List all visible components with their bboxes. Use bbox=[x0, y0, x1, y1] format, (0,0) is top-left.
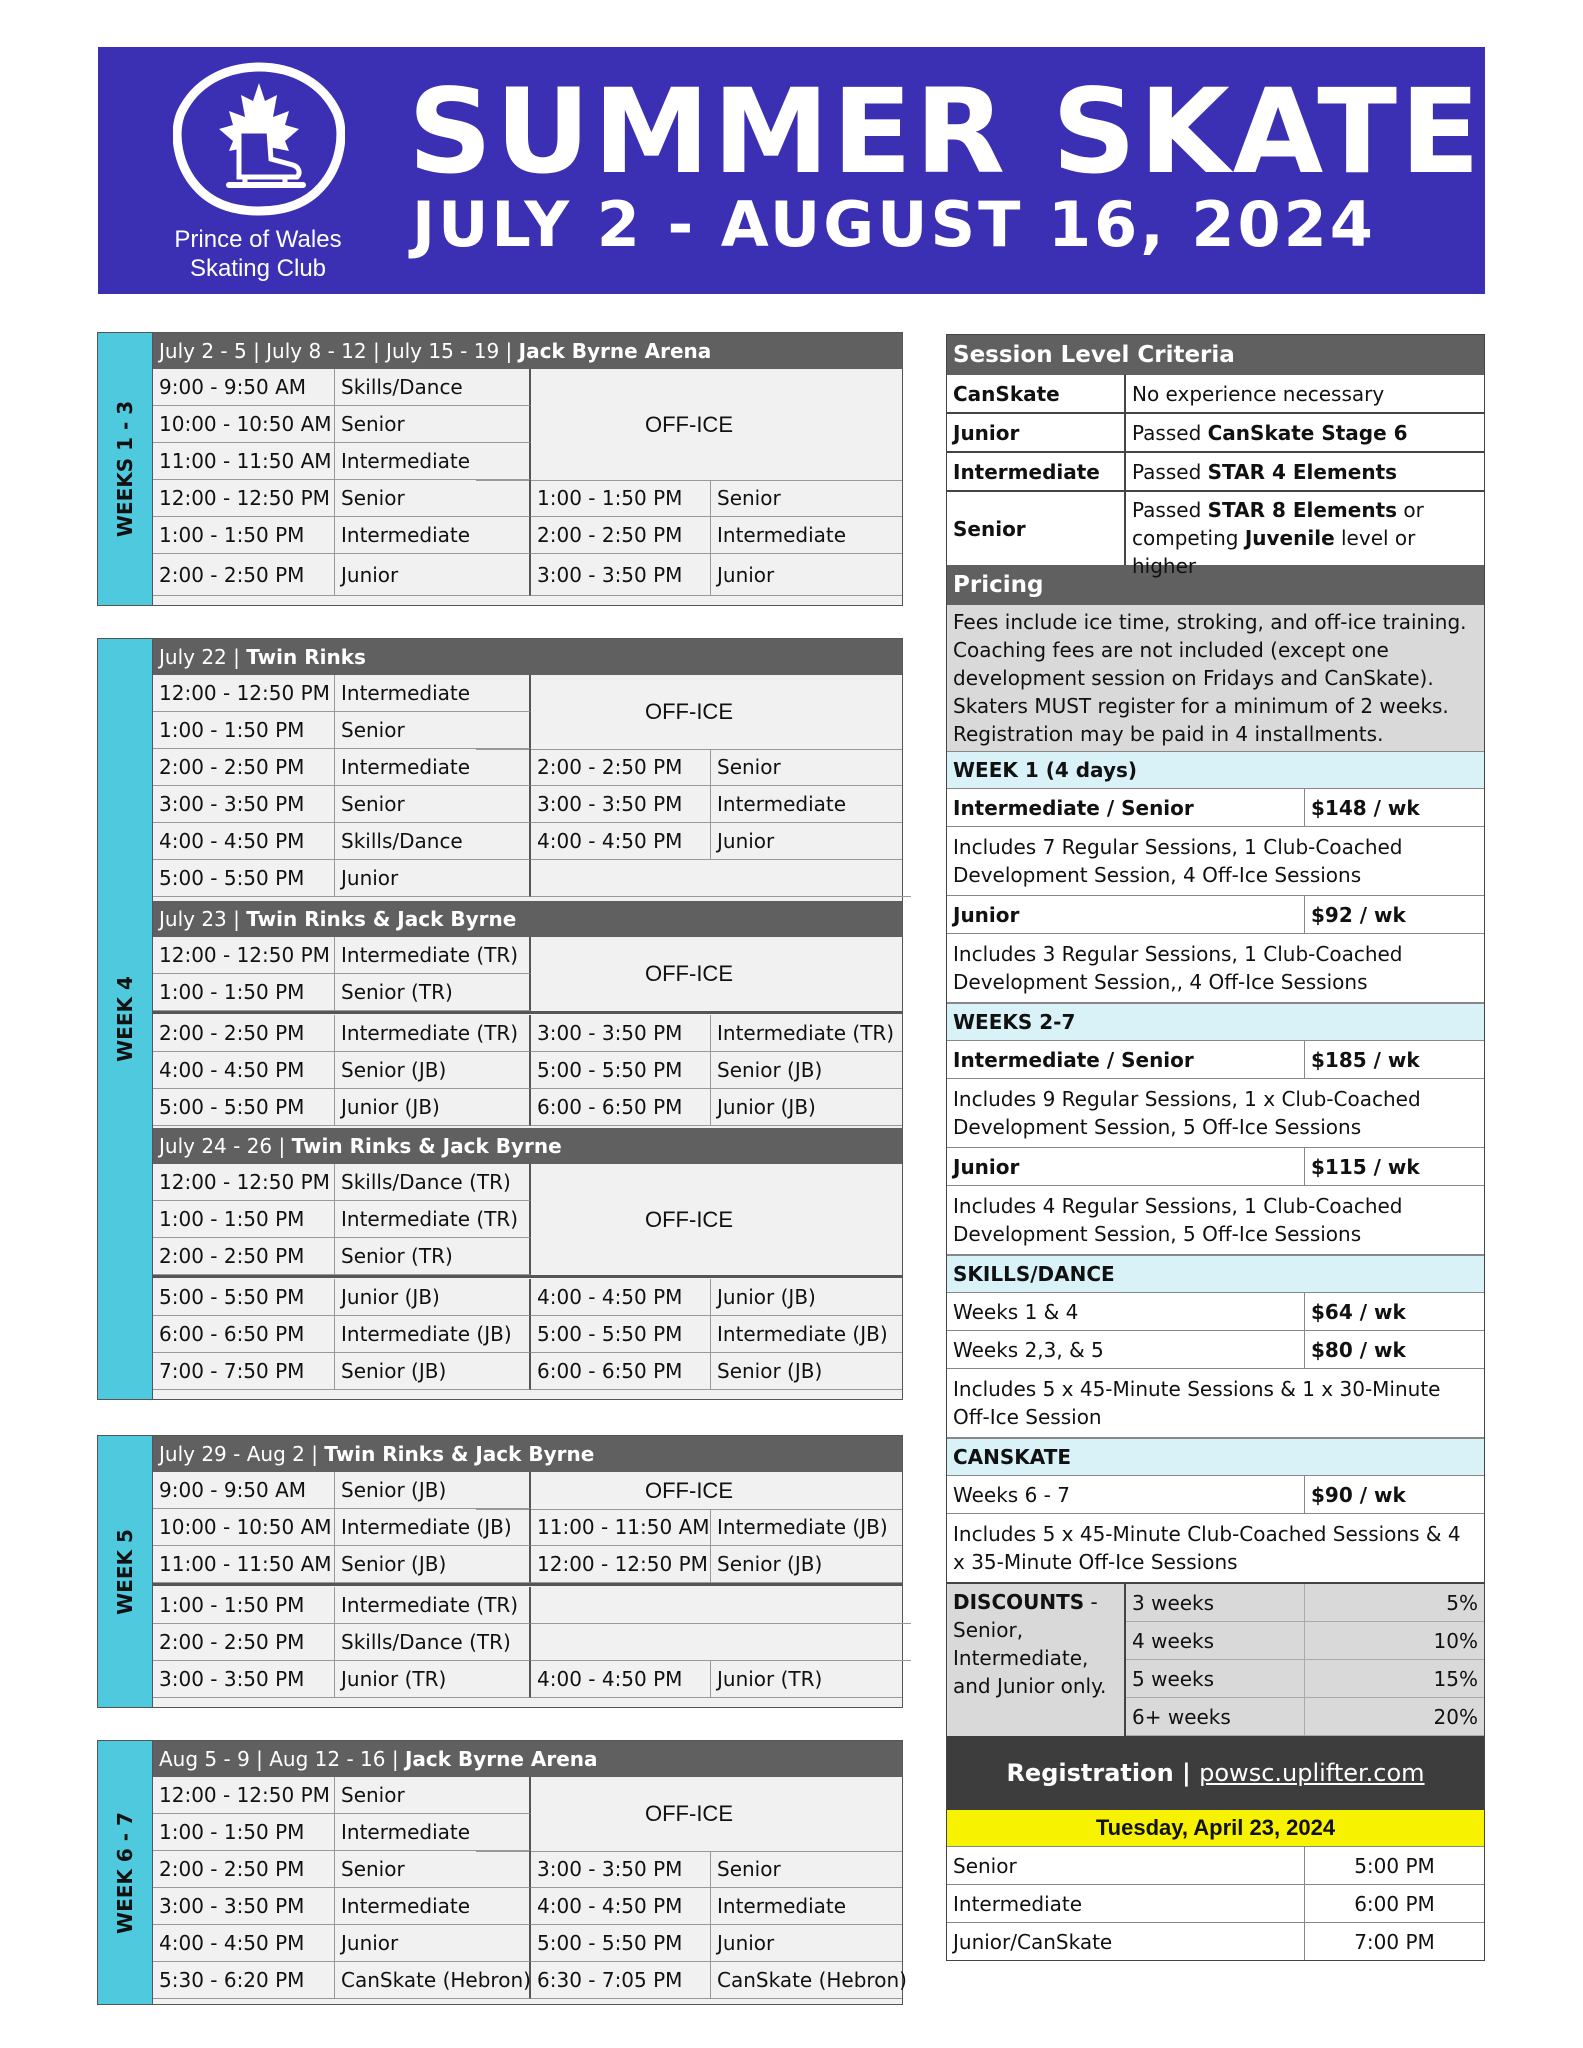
ice-level: Senior (JB) bbox=[335, 1546, 531, 1583]
ice-level: Senior bbox=[335, 1851, 531, 1888]
schedule-row bbox=[153, 406, 902, 443]
ice-time: 12:00 - 12:50 PM bbox=[153, 675, 335, 712]
off-ice-level: Intermediate (JB) bbox=[711, 1509, 902, 1546]
off-ice-level: Junior (TR) bbox=[711, 1661, 902, 1698]
ice-level: Intermediate (JB) bbox=[335, 1509, 531, 1546]
ice-time: 11:00 - 11:50 AM bbox=[153, 443, 335, 480]
ice-level: Intermediate bbox=[335, 443, 531, 480]
discount-percent: 20% bbox=[1433, 1704, 1478, 1729]
ice-level: Junior bbox=[335, 1925, 531, 1962]
price-value: $92 / wk bbox=[1311, 902, 1406, 927]
schedule-row bbox=[153, 1661, 902, 1698]
price-description: Includes 9 Regular Sessions, 1 x Club-Coached Development Session, 5 Off-Ice Sessions bbox=[947, 1079, 1484, 1148]
schedule-row bbox=[153, 1089, 902, 1126]
session-dates: July 29 - Aug 2 | bbox=[159, 1442, 325, 1466]
off-ice-label: OFF-ICE bbox=[476, 1777, 902, 1852]
ice-level: Intermediate (JB) bbox=[335, 1316, 531, 1353]
schedule-row bbox=[153, 1962, 907, 1999]
ice-level: Senior bbox=[335, 480, 531, 517]
schedule-week-4 bbox=[97, 638, 903, 1400]
off-ice-time bbox=[531, 1624, 911, 1661]
schedule-weeks-6-7 bbox=[97, 1740, 907, 2005]
ice-time: 2:00 - 2:50 PM bbox=[153, 554, 335, 596]
criteria-text-bold: STAR 4 Elements bbox=[1207, 459, 1398, 484]
session-dates: July 2 - 5 | July 8 - 12 | July 15 - 19 | bbox=[159, 339, 519, 363]
off-ice-label: OFF-ICE bbox=[476, 1164, 902, 1276]
ice-time: 4:00 - 4:50 PM bbox=[153, 1925, 335, 1962]
session-dates: Aug 5 - 9 | Aug 12 - 16 | bbox=[159, 1747, 405, 1771]
criteria-text-mid: or competing bbox=[1132, 498, 1424, 550]
registration-group: Junior/CanSkate bbox=[947, 1923, 1305, 1960]
ice-time: 3:00 - 3:50 PM bbox=[153, 1888, 335, 1925]
schedule-row bbox=[153, 1587, 902, 1624]
ice-level: Intermediate (TR) bbox=[335, 937, 531, 974]
schedule-row bbox=[153, 1509, 902, 1546]
schedule-row bbox=[153, 369, 902, 406]
session-header bbox=[153, 333, 902, 369]
ice-level: Senior bbox=[335, 406, 531, 443]
ice-level: Senior bbox=[335, 786, 531, 823]
off-ice-label: OFF-ICE bbox=[476, 369, 902, 481]
off-ice-time: 3:00 - 3:50 PM bbox=[531, 1015, 711, 1052]
discounts-label bbox=[947, 1584, 1126, 1736]
off-ice-level: Senior bbox=[711, 480, 902, 517]
schedule-week-5 bbox=[97, 1435, 903, 1708]
off-ice-level: Junior (JB) bbox=[711, 1089, 902, 1126]
discount-weeks: 3 weeks bbox=[1126, 1584, 1305, 1621]
criteria-text-bold: STAR 8 Elements bbox=[1207, 498, 1398, 522]
ice-time: 5:00 - 5:50 PM bbox=[153, 1279, 335, 1316]
off-ice-time: 4:00 - 4:50 PM bbox=[531, 1279, 711, 1316]
price-value: $90 / wk bbox=[1311, 1482, 1406, 1507]
off-ice-time: 4:00 - 4:50 PM bbox=[531, 1661, 711, 1698]
off-ice-label: OFF-ICE bbox=[476, 1472, 902, 1510]
price-label: Intermediate / Senior bbox=[947, 789, 1305, 826]
criteria-text-pre: Passed bbox=[1132, 420, 1208, 445]
off-ice-time: 6:00 - 6:50 PM bbox=[531, 1089, 711, 1126]
section-divider bbox=[153, 1275, 902, 1278]
schedule-row bbox=[153, 1279, 902, 1316]
criteria-level: Junior bbox=[947, 414, 1126, 451]
ice-level: Senior (TR) bbox=[335, 974, 531, 1011]
ice-level: Junior bbox=[335, 554, 531, 596]
session-dates: July 24 - 26 | bbox=[159, 1134, 292, 1158]
registration-date: Tuesday, April 23, 2024 bbox=[947, 1810, 1484, 1846]
price-description: Includes 4 Regular Sessions, 1 Club-Coached Development Session, 5 Off-Ice Sessions bbox=[947, 1186, 1484, 1255]
schedule-row bbox=[153, 786, 902, 823]
schedule-row bbox=[153, 1777, 902, 1814]
criteria-text-pre: Passed bbox=[1132, 498, 1208, 522]
schedule-row bbox=[153, 1851, 902, 1888]
off-ice-time: 11:00 - 11:50 AM bbox=[531, 1509, 711, 1546]
ice-time: 5:00 - 5:50 PM bbox=[153, 1089, 335, 1126]
registration-time-row bbox=[947, 1846, 1484, 1884]
discount-row bbox=[1126, 1660, 1484, 1698]
session-header bbox=[153, 1436, 902, 1472]
club-name bbox=[138, 225, 378, 283]
session-location: Jack Byrne Arena bbox=[518, 339, 712, 363]
criteria-text-post: level or higher bbox=[1132, 526, 1416, 578]
price-row bbox=[947, 1331, 1484, 1369]
discount-weeks: 6+ weeks bbox=[1126, 1698, 1305, 1735]
schedule-row bbox=[153, 517, 902, 554]
discount-row bbox=[1126, 1698, 1484, 1736]
schedule-weeks-1-3 bbox=[97, 332, 903, 606]
session-header bbox=[153, 1128, 902, 1164]
off-ice-time: 5:00 - 5:50 PM bbox=[531, 1052, 711, 1089]
registration-group: Senior bbox=[947, 1847, 1305, 1884]
session-location: Twin Rinks & Jack Byrne bbox=[291, 1134, 562, 1158]
off-ice-time: 2:00 - 2:50 PM bbox=[531, 517, 711, 554]
pricing-section-week1: WEEK 1 (4 days) bbox=[947, 751, 1484, 789]
ice-level: Intermediate (TR) bbox=[335, 1201, 531, 1238]
section-divider bbox=[153, 1011, 902, 1014]
price-description: Includes 5 x 45-Minute Club-Coached Sessions & 4 x 35-Minute Off-Ice Sessions bbox=[953, 1522, 1461, 1574]
session-header bbox=[153, 639, 902, 675]
schedule-row bbox=[153, 1472, 902, 1509]
ice-time: 4:00 - 4:50 PM bbox=[153, 1052, 335, 1089]
ice-time: 10:00 - 10:50 AM bbox=[153, 1509, 335, 1546]
ice-time: 12:00 - 12:50 PM bbox=[153, 937, 335, 974]
season-dates: JULY 2 - AUGUST 16, 2024 bbox=[412, 188, 1376, 261]
schedule-row bbox=[153, 1814, 902, 1851]
off-ice-level: Intermediate (JB) bbox=[711, 1316, 902, 1353]
price-row bbox=[947, 789, 1484, 827]
price-label: Junior bbox=[947, 896, 1305, 933]
ice-level: Senior (JB) bbox=[335, 1472, 531, 1509]
session-location: Twin Rinks & Jack Byrne bbox=[324, 1442, 595, 1466]
discounts-rows bbox=[1126, 1584, 1484, 1736]
schedule-row bbox=[153, 1925, 902, 1962]
schedule-row bbox=[153, 974, 902, 1011]
ice-level: Senior (JB) bbox=[335, 1353, 531, 1390]
schedule-row bbox=[153, 1888, 902, 1925]
ice-time: 11:00 - 11:50 AM bbox=[153, 1546, 335, 1583]
ice-level: Skills/Dance bbox=[335, 823, 531, 860]
schedule-row bbox=[153, 443, 902, 480]
ice-time: 1:00 - 1:50 PM bbox=[153, 712, 335, 749]
schedule-row bbox=[153, 480, 902, 517]
off-ice-level: Senior (JB) bbox=[711, 1052, 902, 1089]
off-ice-time bbox=[531, 860, 911, 897]
club-name-line1: Prince of Wales bbox=[174, 226, 342, 253]
off-ice-level: Junior (JB) bbox=[711, 1279, 902, 1316]
off-ice-level: Senior (JB) bbox=[711, 1353, 902, 1390]
schedule-row bbox=[153, 1052, 902, 1089]
week-label-bar bbox=[98, 333, 153, 605]
ice-level: Skills/Dance (TR) bbox=[335, 1164, 531, 1201]
ice-level: Intermediate bbox=[335, 1888, 531, 1925]
price-value: $64 / wk bbox=[1311, 1299, 1406, 1324]
criteria-row-canskate bbox=[947, 375, 1484, 414]
criteria-text: No experience necessary bbox=[1132, 381, 1385, 406]
off-ice-level: Junior bbox=[711, 554, 902, 596]
off-ice-level: Intermediate (TR) bbox=[711, 1015, 902, 1052]
discounts-text: - Senior, Intermediate, and Junior only. bbox=[953, 1590, 1107, 1698]
ice-level: Senior bbox=[335, 712, 531, 749]
criteria-title: Session Level Criteria bbox=[947, 335, 1484, 375]
section-divider bbox=[153, 1583, 902, 1586]
registration-label: Registration | bbox=[1006, 1759, 1200, 1787]
off-ice-time: 2:00 - 2:50 PM bbox=[531, 749, 711, 786]
price-value: $148 / wk bbox=[1311, 795, 1420, 820]
off-ice-label: OFF-ICE bbox=[476, 937, 902, 1012]
off-ice-level: Junior bbox=[711, 1925, 902, 1962]
ice-time: 12:00 - 12:50 PM bbox=[153, 480, 335, 517]
ice-level: Senior (TR) bbox=[335, 1238, 531, 1275]
price-row bbox=[947, 1293, 1484, 1331]
off-ice-time: 4:00 - 4:50 PM bbox=[531, 1888, 711, 1925]
criteria-row-intermediate bbox=[947, 453, 1484, 492]
session-location: Twin Rinks & Jack Byrne bbox=[246, 907, 517, 931]
ice-time: 1:00 - 1:50 PM bbox=[153, 517, 335, 554]
schedule-row bbox=[153, 1316, 902, 1353]
ice-time: 1:00 - 1:50 PM bbox=[153, 974, 335, 1011]
ice-time: 2:00 - 2:50 PM bbox=[153, 1851, 335, 1888]
schedule-row bbox=[153, 1201, 902, 1238]
off-ice-time: 3:00 - 3:50 PM bbox=[531, 554, 711, 596]
price-label: Weeks 6 - 7 bbox=[947, 1476, 1305, 1513]
criteria-level: CanSkate bbox=[947, 375, 1126, 412]
ice-time: 1:00 - 1:50 PM bbox=[153, 1587, 335, 1624]
criteria-text bbox=[1126, 453, 1484, 490]
off-ice-time: 6:00 - 6:50 PM bbox=[531, 1353, 711, 1390]
schedule-row bbox=[153, 1624, 902, 1661]
price-row bbox=[947, 1476, 1484, 1514]
ice-level: Intermediate bbox=[335, 749, 531, 786]
ice-time: 10:00 - 10:50 AM bbox=[153, 406, 335, 443]
schedule-row bbox=[153, 1353, 902, 1390]
discounts-table bbox=[947, 1582, 1484, 1736]
discount-percent: 10% bbox=[1433, 1628, 1478, 1653]
club-name-line2: Skating Club bbox=[189, 255, 327, 282]
ice-level: Senior (JB) bbox=[335, 1052, 531, 1089]
maple-leaf-skate-icon bbox=[173, 61, 345, 217]
pricing-info: Fees include ice time, stroking, and off-ice training. Coaching fees are not included (except one development session on Fridays and CanSkate). Skaters MUST register for a minimum of 2 weeks. Registration may be paid in 4 installments. bbox=[947, 605, 1484, 751]
schedule-row bbox=[153, 1015, 902, 1052]
discounts-title: DISCOUNTS bbox=[953, 1590, 1085, 1614]
off-ice-time: 1:00 - 1:50 PM bbox=[531, 480, 711, 517]
schedule-row bbox=[153, 712, 902, 749]
week-label-bar bbox=[98, 639, 153, 1399]
info-column bbox=[946, 334, 1485, 1961]
ice-time: 9:00 - 9:50 AM bbox=[153, 1472, 335, 1509]
week-label-bar bbox=[98, 1741, 153, 2004]
off-ice-level: Intermediate bbox=[711, 786, 902, 823]
pricing-section-skills: SKILLS/DANCE bbox=[947, 1255, 1484, 1293]
ice-time: 7:00 - 7:50 PM bbox=[153, 1353, 335, 1390]
schedule-row bbox=[153, 675, 902, 712]
week-label: WEEKS 1 - 3 bbox=[113, 400, 137, 538]
week-label: WEEK 5 bbox=[113, 1528, 137, 1615]
ice-time: 3:00 - 3:50 PM bbox=[153, 1661, 335, 1698]
ice-time: 3:00 - 3:50 PM bbox=[153, 786, 335, 823]
header-banner bbox=[98, 47, 1485, 294]
ice-level: Skills/Dance (TR) bbox=[335, 1624, 531, 1661]
ice-level: Senior bbox=[335, 1777, 531, 1814]
ice-level: CanSkate (Hebron) bbox=[335, 1962, 531, 1999]
ice-time: 2:00 - 2:50 PM bbox=[153, 1238, 335, 1275]
price-row bbox=[947, 896, 1484, 934]
price-row bbox=[947, 1148, 1484, 1186]
pricing-section-weeks-2-7: WEEKS 2-7 bbox=[947, 1003, 1484, 1041]
schedule-row bbox=[153, 860, 902, 897]
price-label: Junior bbox=[947, 1148, 1305, 1185]
criteria-row-junior bbox=[947, 414, 1484, 453]
criteria-text-bold2: Juvenile bbox=[1244, 526, 1335, 550]
schedule-row bbox=[153, 554, 902, 596]
off-ice-time bbox=[531, 1587, 911, 1624]
schedule-row bbox=[153, 1238, 902, 1275]
ice-level: Junior bbox=[335, 860, 531, 897]
price-row bbox=[947, 1041, 1484, 1079]
ice-level: Intermediate bbox=[335, 675, 531, 712]
ice-time: 2:00 - 2:50 PM bbox=[153, 749, 335, 786]
criteria-row-senior bbox=[947, 492, 1484, 578]
session-header bbox=[153, 901, 902, 937]
criteria-text-pre: Passed bbox=[1132, 459, 1208, 484]
discount-weeks: 5 weeks bbox=[1126, 1660, 1305, 1697]
registration-time: 7:00 PM bbox=[1354, 1929, 1435, 1954]
ice-level: Intermediate (TR) bbox=[335, 1015, 531, 1052]
registration-link[interactable]: powsc.uplifter.com bbox=[1199, 1759, 1425, 1787]
price-value: $185 / wk bbox=[1311, 1047, 1420, 1072]
registration-time: 5:00 PM bbox=[1354, 1853, 1435, 1878]
off-ice-time: 5:00 - 5:50 PM bbox=[531, 1925, 711, 1962]
ice-level: Intermediate bbox=[335, 517, 531, 554]
ice-time: 2:00 - 2:50 PM bbox=[153, 1624, 335, 1661]
page-title: SUMMER SKATE bbox=[408, 63, 1484, 200]
week-label: WEEK 6 - 7 bbox=[113, 1811, 137, 1934]
pricing-title: Pricing bbox=[947, 565, 1484, 605]
session-header bbox=[153, 1741, 902, 1777]
ice-time: 9:00 - 9:50 AM bbox=[153, 369, 335, 406]
off-ice-time: 5:00 - 5:50 PM bbox=[531, 1316, 711, 1353]
price-label: Weeks 1 & 4 bbox=[947, 1293, 1305, 1330]
ice-time: 12:00 - 12:50 PM bbox=[153, 1164, 335, 1201]
discount-weeks: 4 weeks bbox=[1126, 1622, 1305, 1659]
ice-level: Intermediate (TR) bbox=[335, 1587, 531, 1624]
schedule-row bbox=[153, 823, 902, 860]
off-ice-label: OFF-ICE bbox=[476, 675, 902, 750]
discount-row bbox=[1126, 1584, 1484, 1622]
price-description: Includes 5 x 45-Minute Sessions & 1 x 30-Minute Off-Ice Session bbox=[947, 1369, 1484, 1438]
discount-row bbox=[1126, 1622, 1484, 1660]
schedule-row bbox=[153, 1546, 902, 1583]
price-label: Weeks 2,3, & 5 bbox=[947, 1331, 1305, 1368]
ice-level: Intermediate bbox=[335, 1814, 531, 1851]
session-dates: July 23 | bbox=[159, 907, 247, 931]
criteria-level: Senior bbox=[947, 492, 1126, 565]
ice-time: 1:00 - 1:50 PM bbox=[153, 1201, 335, 1238]
ice-time: 4:00 - 4:50 PM bbox=[153, 823, 335, 860]
off-ice-level: Junior bbox=[711, 823, 902, 860]
off-ice-time: 4:00 - 4:50 PM bbox=[531, 823, 711, 860]
criteria-text-bold: CanSkate Stage 6 bbox=[1207, 420, 1408, 445]
off-ice-time: 3:00 - 3:50 PM bbox=[531, 786, 711, 823]
pricing-section-canskate: CANSKATE bbox=[947, 1438, 1484, 1476]
price-label: Intermediate / Senior bbox=[947, 1041, 1305, 1078]
off-ice-level: CanSkate (Hebron) bbox=[711, 1962, 902, 1999]
off-ice-level: Senior (JB) bbox=[711, 1546, 902, 1583]
week-label-bar bbox=[98, 1436, 153, 1707]
registration-group: Intermediate bbox=[947, 1885, 1305, 1922]
off-ice-time: 6:30 - 7:05 PM bbox=[531, 1962, 711, 1999]
ice-level: Junior (JB) bbox=[335, 1089, 531, 1126]
ice-time: 2:00 - 2:50 PM bbox=[153, 1015, 335, 1052]
off-ice-time: 3:00 - 3:50 PM bbox=[531, 1851, 711, 1888]
off-ice-level: Intermediate bbox=[711, 517, 902, 554]
registration-time: 6:00 PM bbox=[1354, 1891, 1435, 1916]
criteria-level: Intermediate bbox=[947, 453, 1126, 490]
session-dates: July 22 | bbox=[159, 645, 247, 669]
registration-banner bbox=[947, 1736, 1484, 1810]
criteria-text bbox=[1126, 492, 1484, 578]
price-description: Includes 7 Regular Sessions, 1 Club-Coached Development Session, 4 Off-Ice Sessions bbox=[947, 827, 1484, 896]
ice-time: 1:00 - 1:50 PM bbox=[153, 1814, 335, 1851]
price-value: $80 / wk bbox=[1311, 1337, 1406, 1362]
ice-time: 5:00 - 5:50 PM bbox=[153, 860, 335, 897]
off-ice-level: Senior bbox=[711, 749, 902, 786]
schedule-row bbox=[153, 749, 902, 786]
ice-level: Junior (TR) bbox=[335, 1661, 531, 1698]
price-value: $115 / wk bbox=[1311, 1154, 1420, 1179]
registration-time-row bbox=[947, 1922, 1484, 1960]
schedule-row bbox=[153, 937, 902, 974]
ice-level: Skills/Dance bbox=[335, 369, 531, 406]
price-description: Includes 3 Regular Sessions, 1 Club-Coached Development Session,, 4 Off-Ice Sessions bbox=[947, 934, 1484, 1003]
session-location: Twin Rinks bbox=[246, 645, 366, 669]
ice-time: 5:30 - 6:20 PM bbox=[153, 1962, 335, 1999]
week-label: WEEK 4 bbox=[113, 976, 137, 1062]
criteria-text bbox=[1126, 414, 1484, 451]
ice-time: 6:00 - 6:50 PM bbox=[153, 1316, 335, 1353]
session-location: Jack Byrne Arena bbox=[404, 1747, 598, 1771]
registration-times bbox=[947, 1846, 1484, 1960]
ice-time: 12:00 - 12:50 PM bbox=[153, 1777, 335, 1814]
off-ice-level: Senior bbox=[711, 1851, 902, 1888]
off-ice-level: Intermediate bbox=[711, 1888, 902, 1925]
discount-percent: 15% bbox=[1433, 1666, 1478, 1691]
registration-time-row bbox=[947, 1884, 1484, 1922]
off-ice-time: 12:00 - 12:50 PM bbox=[531, 1546, 711, 1583]
ice-level: Junior (JB) bbox=[335, 1279, 531, 1316]
discount-percent: 5% bbox=[1446, 1590, 1478, 1615]
schedule-row bbox=[153, 1164, 902, 1201]
